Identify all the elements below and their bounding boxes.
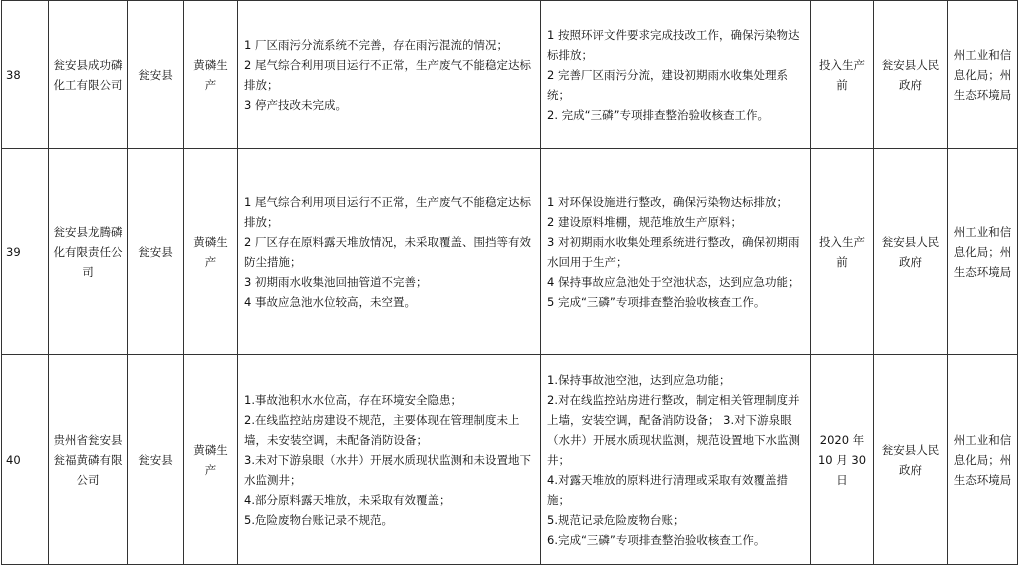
measures-cell <box>541 1 811 149</box>
county: 瓮安县 <box>128 149 184 355</box>
problems-cell <box>238 149 541 355</box>
responsible-unit: 瓮安县人民政府 <box>874 355 948 565</box>
table-body <box>2 1 1018 565</box>
problem-item: 3.未对下游泉眼（水井）开展水质现状监测和未设置地下水监测井； <box>244 452 531 487</box>
supervising-unit: 州工业和信息化局；州生态环境局 <box>948 1 1018 149</box>
row-number: 38 <box>2 1 49 149</box>
measure-item: 1 对环保设施进行整改，确保污染物达标排放； <box>547 194 788 209</box>
measure-item: 2 建设原料堆棚，规范堆放生产原料； <box>547 214 742 229</box>
company-name: 瓮安县龙腾磷化有限责任公司 <box>49 149 128 355</box>
measure-item: 5 完成“三磷”专项排查整治验收核查工作。 <box>547 294 766 309</box>
responsible-unit: 瓮安县人民政府 <box>874 1 948 149</box>
row-number: 39 <box>2 149 49 355</box>
measure-item: 2 完善厂区雨污分流，建设初期雨水收集处理系统； <box>547 67 788 102</box>
problems-cell <box>238 1 541 149</box>
problem-item: 2 尾气综合利用项目运行不正常，生产废气不能稳定达标排放； <box>244 57 531 92</box>
problem-item: 4.部分原料露天堆放，未采取有效覆盖； <box>244 492 451 507</box>
problem-item: 5.危险废物台账记录不规范。 <box>244 512 393 527</box>
measure-item: 4 保持事故应急池处于空池状态，达到应急功能； <box>547 274 800 289</box>
production-status: 黄磷生产 <box>184 149 238 355</box>
problem-item: 1.事故池积水水位高，存在环境安全隐患； <box>244 392 462 407</box>
problem-item: 3 停产技改未完成。 <box>244 97 347 112</box>
row-number: 40 <box>2 355 49 565</box>
table-row <box>2 1 1018 149</box>
deadline: 投入生产前 <box>811 149 874 355</box>
problems-cell <box>238 355 541 565</box>
production-status: 黄磷生产 <box>184 355 238 565</box>
deadline: 2020 年 10 月 30 日 <box>811 355 874 565</box>
rectification-table <box>1 0 1018 565</box>
responsible-unit: 瓮安县人民政府 <box>874 149 948 355</box>
supervising-unit: 州工业和信息化局；州生态环境局 <box>948 149 1018 355</box>
deadline: 投入生产前 <box>811 1 874 149</box>
company-name: 贵州省瓮安县瓮福黄磷有限公司 <box>49 355 128 565</box>
county: 瓮安县 <box>128 1 184 149</box>
problem-item: 1 厂区雨污分流系统不完善，存在雨污混流的情况； <box>244 37 508 52</box>
measures-cell <box>541 149 811 355</box>
problem-item: 2.在线监控站房建设不规范，主要体现在管理制度未上墙，未安装空调，未配备消防设备； <box>244 412 520 447</box>
problem-item: 1 尾气综合利用项目运行不正常，生产废气不能稳定达标排放； <box>244 194 531 229</box>
problem-item: 3 初期雨水收集池回抽管道不完善； <box>244 274 428 289</box>
measure-item: 2.对在线监控站房进行整改，制定相关管理制度并上墙，安装空调，配备消防设备； 3.对下游泉眼（水井）开展水质现状监测，规范设置地下水监测井； <box>547 392 800 467</box>
supervising-unit: 州工业和信息化局；州生态环境局 <box>948 355 1018 565</box>
county: 瓮安县 <box>128 355 184 565</box>
measure-item: 3 对初期雨水收集处理系统进行整改，确保初期雨水回用于生产； <box>547 234 800 269</box>
measure-item: 6.完成“三磷”专项排查整治验收核查工作。 <box>547 532 766 547</box>
measures-cell <box>541 355 811 565</box>
measure-item: 2. 完成“三磷”专项排查整治验收核查工作。 <box>547 107 770 122</box>
measure-item: 1.保持事故池空池，达到应急功能； <box>547 372 731 387</box>
measure-item: 1 按照环评文件要求完成技改工作，确保污染物达标排放； <box>547 27 800 62</box>
table-row <box>2 149 1018 355</box>
problem-item: 4 事故应急池水位较高，未空置。 <box>244 294 416 309</box>
problem-item: 2 厂区存在原料露天堆放情况，未采取覆盖、围挡等有效防尘措施； <box>244 234 531 269</box>
table-row <box>2 355 1018 565</box>
production-status: 黄磷生产 <box>184 1 238 149</box>
measure-item: 4.对露天堆放的原料进行清理或采取有效覆盖措施； <box>547 472 788 507</box>
company-name: 瓮安县成功磷化工有限公司 <box>49 1 128 149</box>
measure-item: 5.规范记录危险废物台账； <box>547 512 685 527</box>
